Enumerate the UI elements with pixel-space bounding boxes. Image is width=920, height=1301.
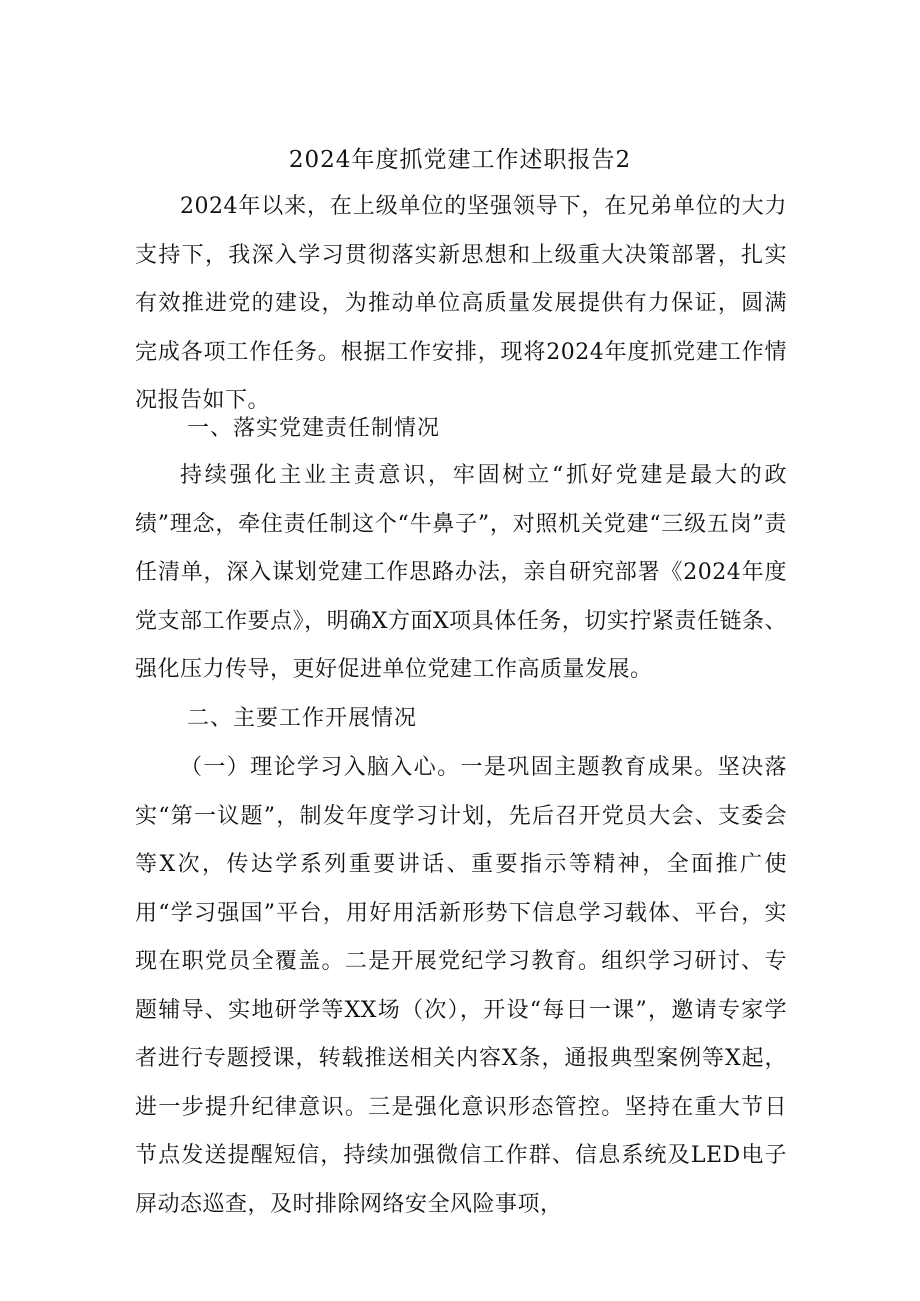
section-1-paragraph: 持续强化主业主责意识，牢固树立“抓好党建是最大的政绩”理念，牵住责任制这个“牛鼻子”，对照机关党建“三级五岗”责任清单，深入谋划党建工作思路办法，亲自研究部署《2024年度党支部工作要点》，明确X方面X项具体任务，切实拧紧责任链条、强化压力传导，更好促进单位党建工作高质量发展。	[135, 463, 787, 682]
section-heading-2: 二、主要工作开展情况	[187, 706, 418, 731]
section-heading-1: 一、落实党建责任制情况	[187, 416, 441, 441]
intro-paragraph: 2024年以来，在上级单位的坚强领导下，在兄弟单位的大力支持下，我深入学习贯彻落实新思想和上级重大决策部署，扎实有效推进党的建设，为推动单位高质量发展提供有力保证，圆满完成各项工作任务。根据工作安排，现将2024年度抓党建工作情况报告如下。	[135, 194, 787, 413]
section-2-paragraph: （一）理论学习入脑入心。一是巩固主题教育成果。坚决落实“第一议题”，制发年度学习计划，先后召开党员大会、支委会等X次，传达学系列重要讲话、重要指示等精神，全面推广使用“学习强国”平台，用好用活新形势下信息学习载体、平台，实现在职党员全覆盖。二是开展党纪学习教育。组织学习研讨、专题辅导、实地研学等XX场（次），开设“每日一课”，邀请专家学者进行专题授课，转载推送相关内容X条，通报典型案例等X起，进一步提升纪律意识。三是强化意识形态管控。坚持在重大节日节点发送提醒短信，持续加强微信工作群、信息系统及LED电子屏动态巡查，及时排除网络安全风险事项，	[135, 755, 787, 1217]
document-title: 2024年度抓党建工作述职报告2	[288, 147, 632, 173]
